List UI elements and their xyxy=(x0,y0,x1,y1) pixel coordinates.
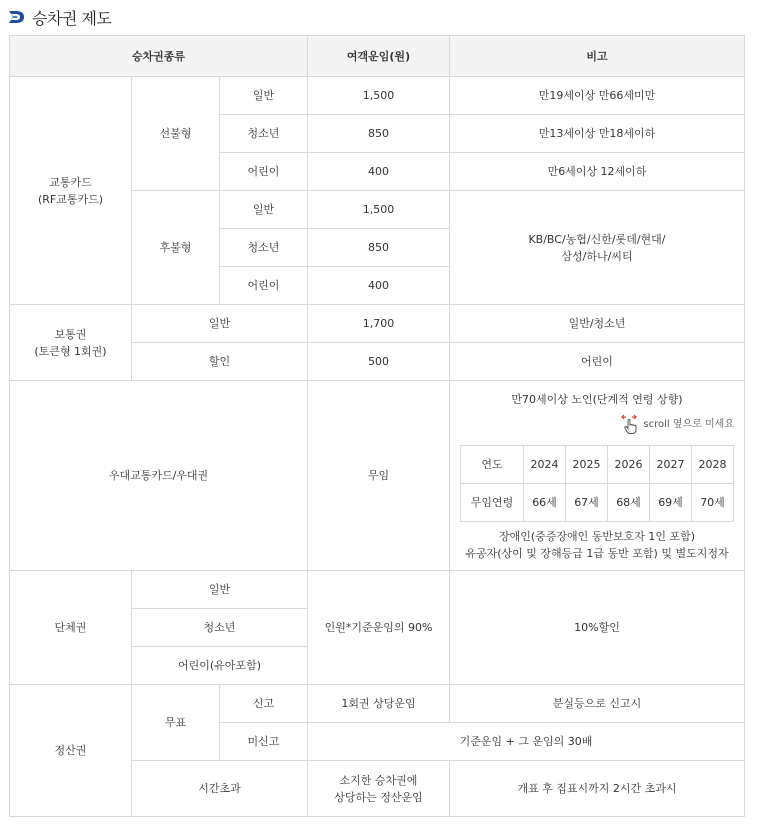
fare-cell: 1,500 xyxy=(308,77,450,115)
age-cell: 67세 xyxy=(566,484,608,522)
table-row xyxy=(10,77,745,115)
fare-cell: 1회권 상당운임 xyxy=(308,685,450,723)
note-cell: 만6세이상 12세이하 xyxy=(450,153,745,191)
age-cell: 69세 xyxy=(650,484,692,522)
fare-type-cell: 신고 xyxy=(220,685,308,723)
swipe-hand-icon xyxy=(619,413,641,435)
fare-cell: 기준운임 + 그 운임의 30배 xyxy=(308,723,745,761)
year-cell: 2028 xyxy=(692,446,734,484)
fare-type-cell: 시간초과 xyxy=(132,761,308,817)
senior-note: 만70세이상 노인(단계적 연령 상향) xyxy=(511,393,683,406)
header-fare: 여객운임(원) xyxy=(308,36,450,77)
fare-cell: 1,500 xyxy=(308,191,450,229)
merit-note: 유공자(상이 및 장해등급 1급 동반 포함) 및 별도지정자 xyxy=(465,547,729,560)
section-title xyxy=(8,5,111,29)
fare-cell: 400 xyxy=(308,153,450,191)
fare-cell: 1,700 xyxy=(308,305,450,343)
note-cell: 만19세이상 만66세미만 xyxy=(450,77,745,115)
header-note: 비고 xyxy=(450,36,745,77)
year-header: 연도 xyxy=(461,446,524,484)
fare-cell: 850 xyxy=(308,229,450,267)
fare-type-cell: 일반 xyxy=(220,191,308,229)
fare-cell: 무임 xyxy=(308,381,450,571)
postpaid-card-companies: KB/BC/농협/신한/롯데/현대/ 삼성/하나/씨티 xyxy=(450,191,745,305)
note-cell: 개표 후 집표시까지 2시간 초과시 xyxy=(450,761,745,817)
fare-type-cell: 청소년 xyxy=(220,115,308,153)
group-ticket-label: 단체권 xyxy=(10,571,132,685)
table-row xyxy=(10,685,745,723)
age-cell: 68세 xyxy=(608,484,650,522)
fare-type-cell: 일반 xyxy=(132,571,308,609)
fare-cell: 850 xyxy=(308,115,450,153)
free-ticket-note xyxy=(450,381,745,571)
year-cell: 2026 xyxy=(608,446,650,484)
table-row xyxy=(10,305,745,343)
year-cell: 2025 xyxy=(566,446,608,484)
scroll-hint: scroll 옆으로 미세요 xyxy=(460,411,734,437)
fare-type-cell: 일반 xyxy=(220,77,308,115)
fare-table xyxy=(9,35,745,817)
brand-logo-icon xyxy=(8,9,26,25)
fare-type-cell: 어린이(유아포함) xyxy=(132,647,308,685)
prepaid-label: 선불형 xyxy=(132,77,220,191)
fare-type-cell: 할인 xyxy=(132,343,308,381)
age-header: 무임연령 xyxy=(461,484,524,522)
fare-type-cell: 어린이 xyxy=(220,267,308,305)
header-ticket-type: 승차권종류 xyxy=(10,36,308,77)
age-cell: 66세 xyxy=(524,484,566,522)
free-age-table[interactable] xyxy=(460,445,734,522)
postpaid-label: 후불형 xyxy=(132,191,220,305)
table-header-row xyxy=(10,36,745,77)
age-cell: 70세 xyxy=(692,484,734,522)
note-cell: 10%할인 xyxy=(450,571,745,685)
fare-type-cell: 미신고 xyxy=(220,723,308,761)
table-row xyxy=(10,571,745,609)
fare-type-cell: 청소년 xyxy=(132,609,308,647)
fare-type-cell: 일반 xyxy=(132,305,308,343)
transport-card-label: 교통카드 (RF교통카드) xyxy=(10,77,132,305)
fare-cell: 400 xyxy=(308,267,450,305)
no-ticket-label: 무표 xyxy=(132,685,220,761)
fare-type-cell: 청소년 xyxy=(220,229,308,267)
page-title: 승차권 제도 xyxy=(32,8,112,28)
year-cell: 2027 xyxy=(650,446,692,484)
note-cell: 어린이 xyxy=(450,343,745,381)
note-cell: 만13세이상 만18세이하 xyxy=(450,115,745,153)
year-row xyxy=(461,446,734,484)
regular-ticket-label: 보통권 (토큰형 1회권) xyxy=(10,305,132,381)
disabled-note: 장애인(중증장애인 동반보호자 1인 포함) xyxy=(498,530,696,543)
age-row xyxy=(461,484,734,522)
fare-cell: 인원*기준운임의 90% xyxy=(308,571,450,685)
settlement-ticket-label: 정산권 xyxy=(10,685,132,817)
note-cell: 일반/청소년 xyxy=(450,305,745,343)
note-cell: 분실등으로 신고시 xyxy=(450,685,745,723)
table-row xyxy=(10,381,745,571)
fare-cell: 소지한 승차권에 상당하는 정산운임 xyxy=(308,761,450,817)
fare-type-cell: 어린이 xyxy=(220,153,308,191)
free-ticket-label: 우대교통카드/우대권 xyxy=(10,381,308,571)
year-cell: 2024 xyxy=(524,446,566,484)
fare-cell: 500 xyxy=(308,343,450,381)
